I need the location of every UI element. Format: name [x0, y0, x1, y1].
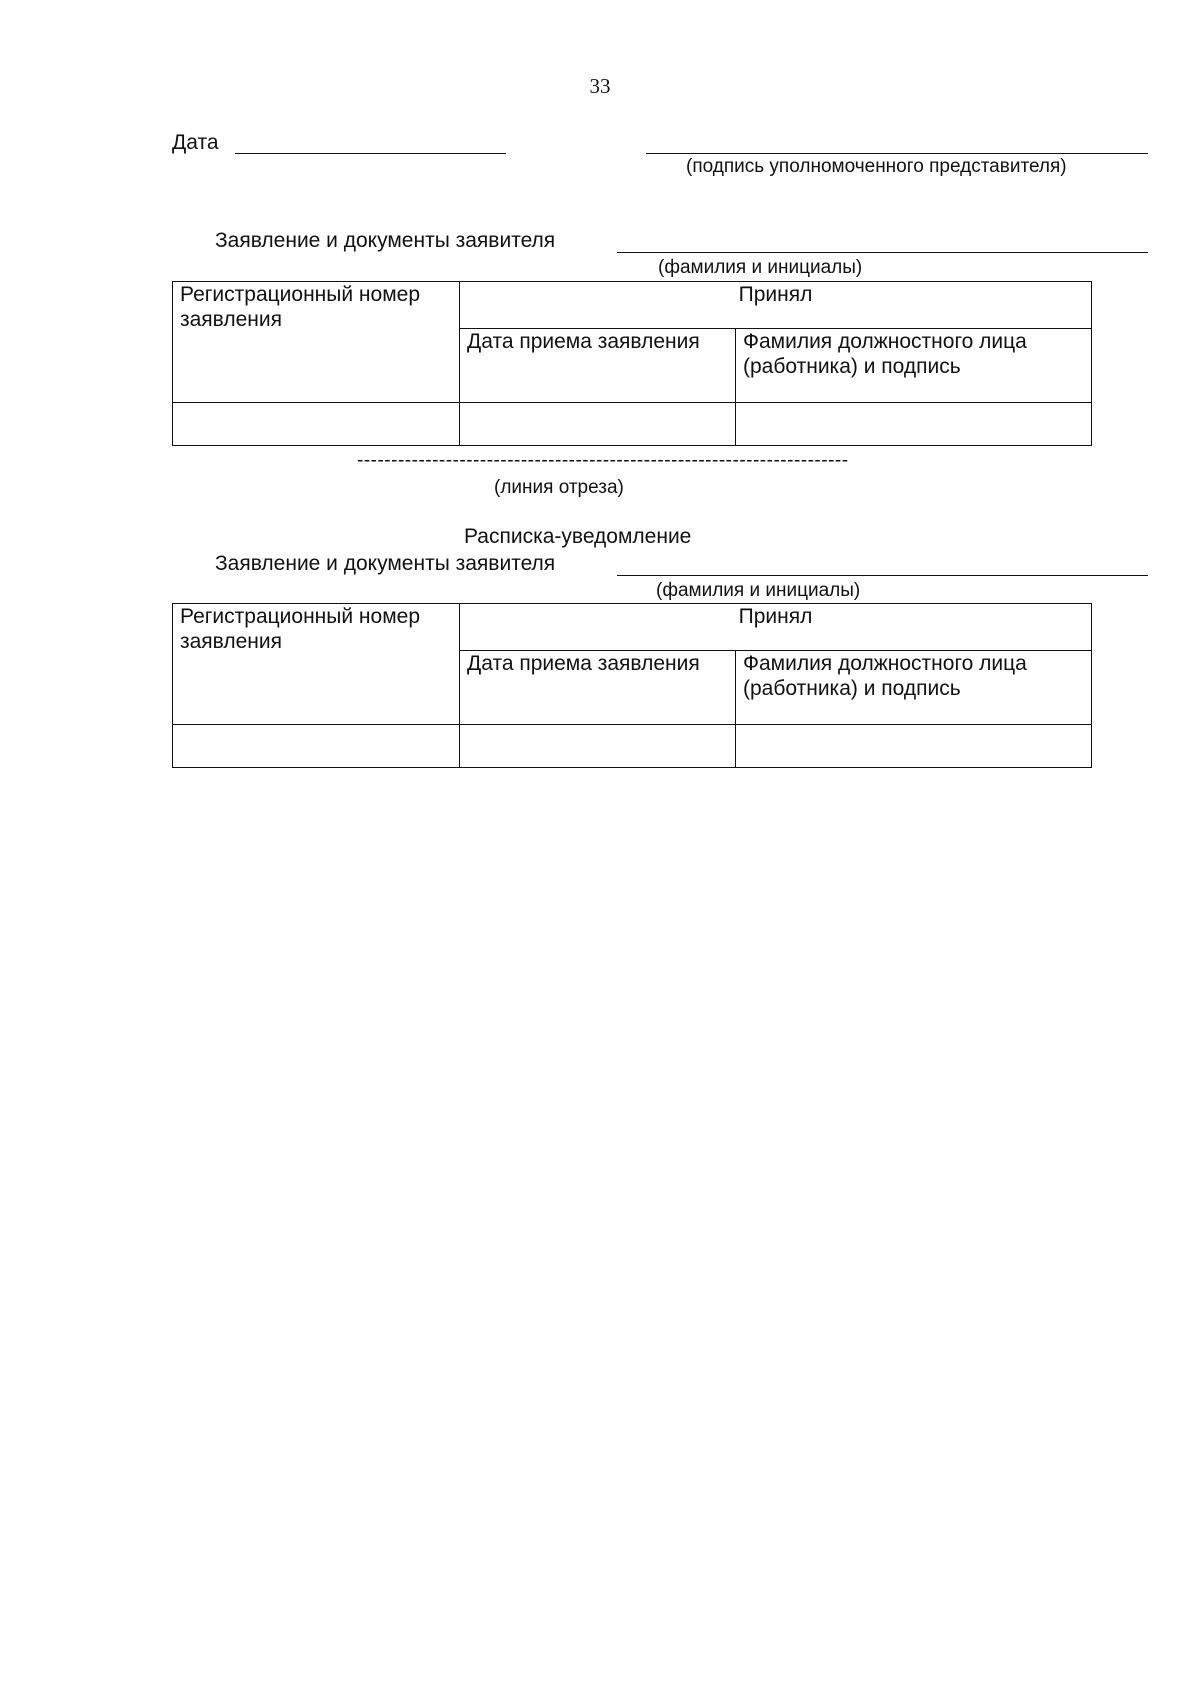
applicant-name-line-2[interactable] [617, 575, 1148, 576]
applicant-label: Заявление и документы заявителя [215, 229, 556, 252]
accepted-header: Принял [460, 604, 1092, 651]
signature-caption: (подпись уполномоченного представителя) [686, 156, 1067, 177]
applicant-caption: (фамилия и инициалы) [658, 257, 863, 278]
registration-table [172, 281, 1092, 446]
date-received-cell[interactable] [460, 725, 736, 768]
reg-number-header: Регистрационный номер заявления [173, 604, 460, 725]
reg-number-cell[interactable] [173, 725, 460, 768]
date-received-header: Дата приема заявления [460, 651, 736, 725]
official-name-cell[interactable] [736, 403, 1092, 446]
date-field-line[interactable] [235, 153, 506, 154]
applicant-label-2: Заявление и документы заявителя [215, 552, 556, 575]
official-name-cell[interactable] [736, 725, 1092, 768]
date-received-header: Дата приема заявления [460, 329, 736, 403]
cut-line: ------------------------------------------------------------------------ [357, 450, 849, 471]
accepted-header: Принял [460, 282, 1092, 329]
page-number: 33 [589, 74, 611, 98]
reg-number-cell[interactable] [173, 403, 460, 446]
signature-line[interactable] [646, 153, 1148, 154]
receipt-title: Расписка-уведомление [464, 525, 692, 548]
reg-number-header: Регистрационный номер заявления [173, 282, 460, 403]
applicant-name-line[interactable] [617, 252, 1148, 253]
official-name-header: Фамилия должностного лица (работника) и подпись [736, 329, 1092, 403]
official-name-header: Фамилия должностного лица (работника) и подпись [736, 651, 1092, 725]
cut-line-caption: (линия отреза) [494, 477, 624, 498]
registration-table-2 [172, 603, 1092, 768]
date-received-cell[interactable] [460, 403, 736, 446]
date-label: Дата [172, 131, 219, 154]
applicant-caption-2: (фамилия и инициалы) [656, 580, 861, 601]
